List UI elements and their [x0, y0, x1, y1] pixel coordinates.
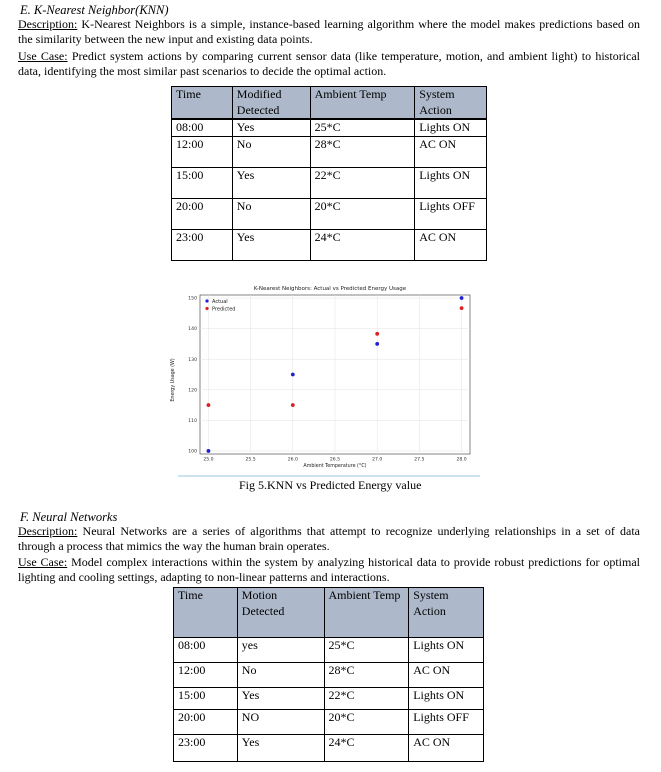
y-tick-label: 100: [188, 449, 197, 455]
table-header-cell: Ambient Temp: [324, 588, 409, 638]
legend-predicted-label: Predicted: [212, 306, 236, 313]
table-cell: AC ON: [409, 663, 484, 688]
table-cell: Yes: [232, 229, 310, 260]
table-cell: NO: [237, 710, 324, 735]
table-cell: 12:00: [172, 136, 233, 167]
knn-table: [171, 86, 487, 261]
use-case-label: Use Case:: [18, 555, 68, 569]
table-cell: 15:00: [174, 688, 238, 710]
section-e-heading: E. K-Nearest Neighbor(KNN): [20, 3, 169, 17]
table-header-cell: Modified Detected: [232, 87, 310, 120]
use-case-text: Predict system actions by comparing current sensor data (like temperature, motion, and ambient light) to historical data, identifying the most similar past scenarios to decide the optimal action.: [18, 49, 641, 79]
y-tick-label: 120: [188, 388, 197, 394]
table-cell: 20:00: [172, 198, 233, 229]
neural-network-table: [173, 587, 484, 762]
table-cell: Lights ON: [415, 119, 487, 136]
table-cell: 20:00: [174, 710, 238, 735]
predicted-point: [207, 403, 211, 407]
table-cell: 28*C: [310, 136, 415, 167]
table-row: [174, 688, 484, 710]
table-cell: 15:00: [172, 167, 233, 198]
table-cell: No: [237, 663, 324, 688]
legend-actual-marker: [205, 299, 208, 302]
table-cell: 12:00: [174, 663, 238, 688]
table-cell: AC ON: [409, 735, 484, 762]
x-tick-label: 25.0: [203, 457, 214, 463]
predicted-point: [460, 306, 464, 310]
x-tick-label: 26.5: [329, 457, 341, 463]
x-tick-label: 27.0: [372, 457, 383, 463]
description-label: Description:: [18, 17, 78, 31]
y-tick-label: 130: [188, 357, 197, 363]
table-cell: 24*C: [310, 229, 415, 260]
section-f-description: [18, 524, 640, 555]
table-cell: 28*C: [324, 663, 409, 688]
table-header-row: [172, 87, 487, 120]
table-cell: 25*C: [324, 638, 409, 663]
table-header-row: [174, 588, 484, 638]
actual-point: [460, 296, 464, 300]
x-tick-label: 27.5: [414, 457, 425, 463]
chart-ylabel: Energy Usage (W): [171, 358, 176, 402]
table-row: [174, 735, 484, 762]
table-header-cell: System Action: [409, 588, 484, 638]
table-cell: No: [232, 198, 310, 229]
table-cell: 25*C: [310, 119, 415, 136]
table-cell: 24*C: [324, 735, 409, 762]
legend-predicted-marker: [205, 307, 208, 310]
table-cell: 23:00: [174, 735, 238, 762]
table-cell: 08:00: [174, 638, 238, 663]
figure-caption: Fig 5.KNN vs Predicted Energy value: [239, 478, 422, 492]
table-cell: Yes: [237, 735, 324, 762]
use-case-label: Use Case:: [18, 49, 68, 63]
table-row: [174, 638, 484, 663]
table-cell: Lights ON: [409, 688, 484, 710]
description-text: K-Nearest Neighbors is a simple, instance-based learning algorithm where the model makes predictions based on the similarity between the new input and existing data points.: [18, 17, 640, 47]
table-cell: 20*C: [324, 710, 409, 735]
table-cell: Lights OFF: [409, 710, 484, 735]
table-cell: AC ON: [415, 136, 487, 167]
legend-actual-label: Actual: [212, 299, 228, 305]
table-cell: yes: [237, 638, 324, 663]
table-cell: 20*C: [310, 198, 415, 229]
table-header-cell: Time: [172, 87, 233, 120]
predicted-point: [375, 332, 379, 336]
table-header-cell: Time: [174, 588, 238, 638]
table-cell: AC ON: [415, 229, 487, 260]
chart-title: K-Nearest Neighbors: Actual vs Predicted Energy Usage: [253, 286, 407, 292]
predicted-point: [291, 403, 295, 407]
use-case-text: Model complex interactions within the system by analyzing historical data to provide robust predictions for optimal lighting and cooling settings, adapting to non-linear patterns and interactions.: [18, 555, 640, 585]
table-row: [174, 710, 484, 735]
table-cell: Lights ON: [415, 167, 487, 198]
table-cell: Yes: [237, 688, 324, 710]
table-header-cell: System Action: [415, 87, 487, 120]
table-cell: Yes: [232, 167, 310, 198]
table-row: [172, 119, 487, 136]
table-cell: Lights ON: [409, 638, 484, 663]
x-tick-label: 25.5: [245, 457, 256, 463]
table-row: [174, 663, 484, 688]
table-row: [172, 136, 487, 167]
table-cell: Lights OFF: [415, 198, 487, 229]
table-cell: 08:00: [172, 119, 233, 136]
table-row: [172, 167, 487, 198]
y-tick-label: 140: [188, 327, 197, 333]
y-tick-label: 110: [188, 418, 197, 424]
description-label: Description:: [18, 524, 78, 538]
table-cell: 22*C: [310, 167, 415, 198]
section-f-use-case: [18, 555, 640, 586]
table-header-cell: Motion Detected: [237, 588, 324, 638]
table-cell: 23:00: [172, 229, 233, 260]
section-f-heading: F. Neural Networks: [20, 510, 118, 524]
table-row: [172, 198, 487, 229]
x-tick-label: 26.0: [287, 457, 298, 463]
actual-point: [207, 449, 211, 453]
y-tick-label: 150: [188, 296, 197, 302]
table-cell: Yes: [232, 119, 310, 136]
table-cell: 22*C: [324, 688, 409, 710]
knn-scatter-chart: [160, 282, 490, 478]
actual-point: [291, 373, 295, 377]
section-e-description: [18, 17, 640, 48]
table-header-cell: Ambient Temp: [310, 87, 415, 120]
x-tick-label: 28.0: [456, 457, 467, 463]
table-row: [172, 229, 487, 260]
actual-point: [375, 342, 379, 346]
section-e-use-case: [18, 49, 640, 80]
description-text: Neural Networks are a series of algorithms that attempt to recognize underlying relationships in a set of data through a process that mimics the way the human brain operates.: [18, 524, 640, 554]
chart-xlabel: Ambient Temperature (°C): [303, 464, 367, 469]
table-cell: No: [232, 136, 310, 167]
